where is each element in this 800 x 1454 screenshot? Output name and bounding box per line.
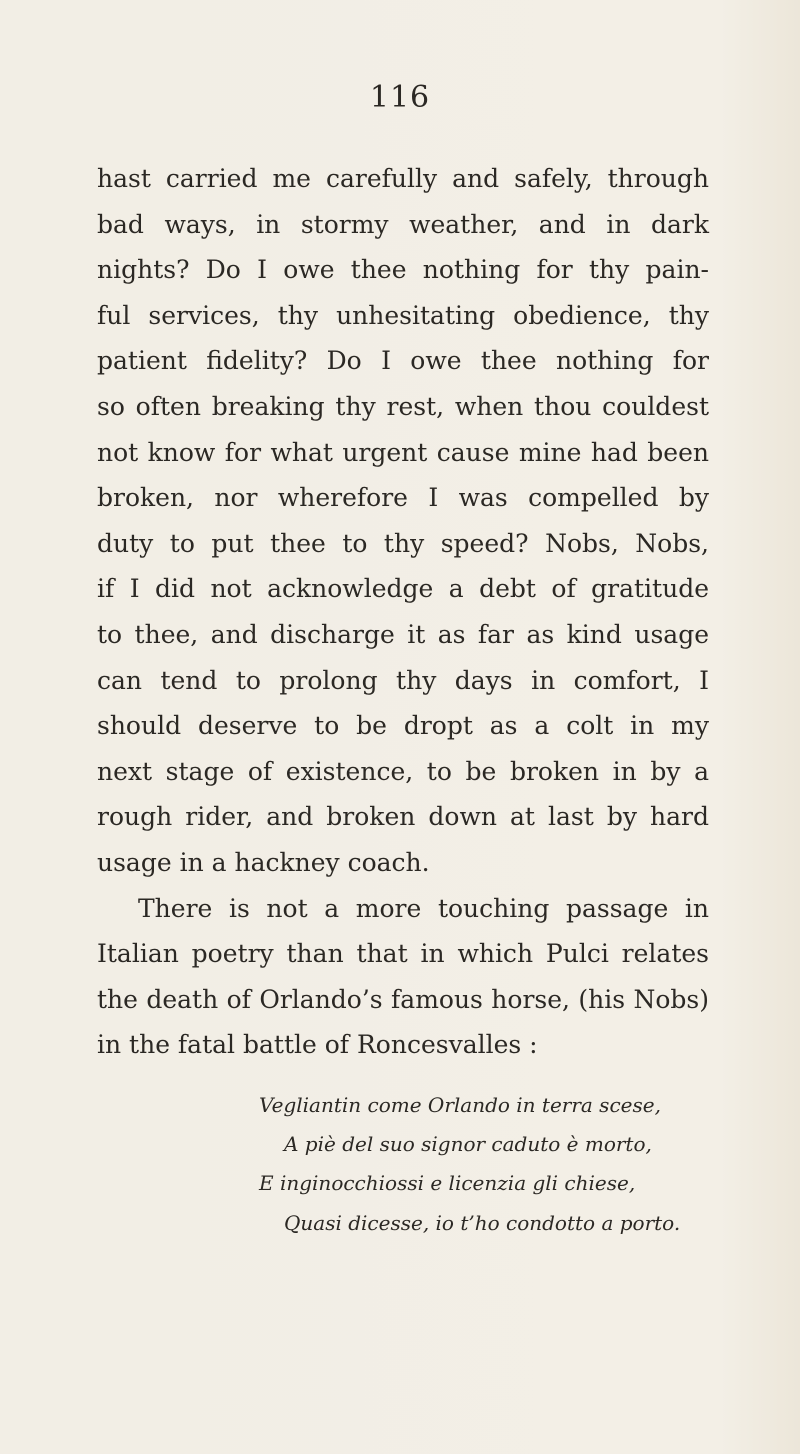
- text-line: bad ways, in stormy weather, and in dark: [97, 209, 709, 239]
- text-line: if I did not acknowledge a debt of gratitude: [97, 574, 709, 604]
- text-line: next stage of existence, to be broken in by a: [97, 756, 709, 786]
- text-line: not know for what urgent cause mine had been: [97, 437, 709, 467]
- text-line: rough rider, and broken down at last by hard: [97, 802, 709, 832]
- verse-line: A piè del suo signor caduto è morto,: [284, 1132, 652, 1156]
- text-line: There is not a more touching passage in: [138, 893, 709, 923]
- verse-line: Vegliantin come Orlando in terra scese,: [259, 1093, 661, 1117]
- text-line: the death of Orlando’s famous horse, (his Nobs): [97, 984, 709, 1014]
- text-line: can tend to prolong thy days in comfort, I: [97, 665, 709, 695]
- text-line: usage in a hackney coach.: [97, 847, 430, 877]
- text-line: patient fidelity? Do I owe thee nothing for: [97, 346, 709, 376]
- text-line: in the fatal battle of Roncesvalles :: [97, 1030, 538, 1060]
- verse-line: E inginocchiossi e licenzia gli chiese,: [259, 1171, 636, 1195]
- text-line: nights? Do I owe thee nothing for thy pain-: [97, 255, 709, 285]
- text-line: duty to put thee to thy speed? Nobs, Nobs,: [97, 528, 709, 558]
- page-number: 116: [369, 80, 431, 115]
- prose-block: [97, 156, 709, 1068]
- text-line: hast carried me carefully and safely, through: [97, 164, 709, 193]
- text-line: should deserve to be dropt as a colt in my: [97, 711, 709, 741]
- text-line: broken, nor wherefore I was compelled by: [97, 483, 709, 513]
- text-line: so often breaking thy rest, when thou couldest: [97, 391, 709, 421]
- text-line: Italian poetry than that in which Pulci relates: [97, 939, 709, 969]
- verse-line: Quasi dicesse, io t’ho condotto a porto.: [284, 1211, 681, 1235]
- text-line: to thee, and discharge it as far as kind usage: [97, 619, 709, 649]
- text-line: ful services, thy unhesitating obedience, thy: [97, 300, 709, 330]
